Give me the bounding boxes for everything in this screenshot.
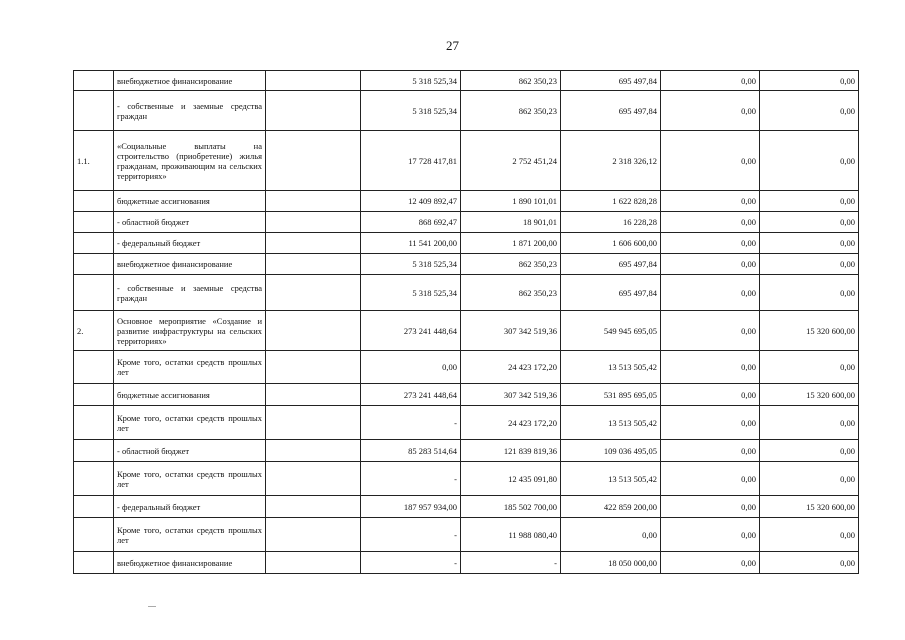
row-executor (266, 131, 361, 191)
table-row (74, 351, 859, 384)
value-col-1: - (361, 518, 461, 552)
row-number (74, 552, 114, 574)
row-name: «Социальные выплаты на строительство (приобретение) жилья гражданам, проживающим на сельских территориях» (114, 131, 266, 191)
row-number (74, 71, 114, 91)
row-executor (266, 275, 361, 311)
row-name: Кроме того, остатки средств прошлых лет (114, 462, 266, 496)
value-col-3: 695 497,84 (561, 71, 661, 91)
row-number: 1.1. (74, 131, 114, 191)
value-col-3: 549 945 695,05 (561, 311, 661, 351)
row-executor (266, 254, 361, 275)
table-row (74, 254, 859, 275)
value-col-2: 18 901,01 (461, 212, 561, 233)
value-col-3: 13 513 505,42 (561, 351, 661, 384)
value-col-2: 2 752 451,24 (461, 131, 561, 191)
value-col-3: 1 606 600,00 (561, 233, 661, 254)
value-col-4: 0,00 (661, 71, 760, 91)
row-executor (266, 351, 361, 384)
value-col-4: 0,00 (661, 384, 760, 406)
value-col-1: 273 241 448,64 (361, 311, 461, 351)
row-name: Кроме того, остатки средств прошлых лет (114, 351, 266, 384)
value-col-4: 0,00 (661, 552, 760, 574)
row-number (74, 462, 114, 496)
value-col-4: 0,00 (661, 131, 760, 191)
row-number (74, 440, 114, 462)
value-col-3: 109 036 495,05 (561, 440, 661, 462)
value-col-3: 16 228,28 (561, 212, 661, 233)
value-col-5: 0,00 (760, 71, 859, 91)
page-number: 27 (446, 38, 459, 53)
row-number (74, 275, 114, 311)
table-row (74, 440, 859, 462)
value-col-5: 0,00 (760, 462, 859, 496)
value-col-3: 1 622 828,28 (561, 191, 661, 212)
table-row (74, 91, 859, 131)
value-col-4: 0,00 (661, 518, 760, 552)
row-name: Кроме того, остатки средств прошлых лет (114, 518, 266, 552)
value-col-5: 0,00 (760, 233, 859, 254)
value-col-1: 85 283 514,64 (361, 440, 461, 462)
row-executor (266, 406, 361, 440)
value-col-5: 0,00 (760, 91, 859, 131)
value-col-5: 0,00 (760, 191, 859, 212)
table-row (74, 191, 859, 212)
row-name: бюджетные ассигнования (114, 384, 266, 406)
value-col-2: 862 350,23 (461, 71, 561, 91)
value-col-1: 5 318 525,34 (361, 275, 461, 311)
row-executor (266, 233, 361, 254)
row-name: - федеральный бюджет (114, 496, 266, 518)
value-col-5: 0,00 (760, 351, 859, 384)
table-body (74, 71, 859, 574)
value-col-1: 187 957 934,00 (361, 496, 461, 518)
value-col-4: 0,00 (661, 496, 760, 518)
table-row (74, 462, 859, 496)
table-row (74, 212, 859, 233)
row-number (74, 518, 114, 552)
value-col-3: 422 859 200,00 (561, 496, 661, 518)
value-col-2: 24 423 172,20 (461, 351, 561, 384)
table-row (74, 406, 859, 440)
row-executor (266, 91, 361, 131)
value-col-1: - (361, 406, 461, 440)
value-col-3: 531 895 695,05 (561, 384, 661, 406)
value-col-3: 13 513 505,42 (561, 406, 661, 440)
row-name: - областной бюджет (114, 212, 266, 233)
value-col-5: 15 320 600,00 (760, 384, 859, 406)
row-name: - областной бюджет (114, 440, 266, 462)
value-col-1: 12 409 892,47 (361, 191, 461, 212)
table-row (74, 71, 859, 91)
row-executor (266, 71, 361, 91)
value-col-2: 862 350,23 (461, 254, 561, 275)
value-col-2: 185 502 700,00 (461, 496, 561, 518)
table-row (74, 275, 859, 311)
value-col-4: 0,00 (661, 440, 760, 462)
value-col-5: 0,00 (760, 406, 859, 440)
value-col-5: 15 320 600,00 (760, 311, 859, 351)
row-executor (266, 191, 361, 212)
row-executor (266, 311, 361, 351)
budget-table (73, 70, 859, 574)
value-col-3: 695 497,84 (561, 275, 661, 311)
row-executor (266, 518, 361, 552)
scan-mark (148, 606, 156, 607)
value-col-4: 0,00 (661, 311, 760, 351)
table-row (74, 311, 859, 351)
value-col-2: 24 423 172,20 (461, 406, 561, 440)
row-executor (266, 496, 361, 518)
value-col-5: 0,00 (760, 131, 859, 191)
value-col-2: 307 342 519,36 (461, 384, 561, 406)
value-col-1: - (361, 552, 461, 574)
value-col-4: 0,00 (661, 91, 760, 131)
row-number (74, 233, 114, 254)
row-executor (266, 552, 361, 574)
row-name: бюджетные ассигнования (114, 191, 266, 212)
row-number (74, 212, 114, 233)
row-name: внебюджетное финансирование (114, 552, 266, 574)
row-number (74, 191, 114, 212)
row-number (74, 351, 114, 384)
row-number (74, 496, 114, 518)
value-col-2: 12 435 091,80 (461, 462, 561, 496)
value-col-4: 0,00 (661, 406, 760, 440)
row-executor (266, 212, 361, 233)
value-col-2: 1 871 200,00 (461, 233, 561, 254)
value-col-5: 0,00 (760, 518, 859, 552)
value-col-1: 11 541 200,00 (361, 233, 461, 254)
row-number (74, 406, 114, 440)
value-col-5: 15 320 600,00 (760, 496, 859, 518)
value-col-4: 0,00 (661, 233, 760, 254)
value-col-3: 0,00 (561, 518, 661, 552)
value-col-1: 17 728 417,81 (361, 131, 461, 191)
value-col-4: 0,00 (661, 212, 760, 233)
row-number: 2. (74, 311, 114, 351)
value-col-1: 5 318 525,34 (361, 91, 461, 131)
value-col-4: 0,00 (661, 191, 760, 212)
row-executor (266, 440, 361, 462)
value-col-4: 0,00 (661, 351, 760, 384)
value-col-3: 695 497,84 (561, 91, 661, 131)
row-executor (266, 462, 361, 496)
value-col-4: 0,00 (661, 275, 760, 311)
value-col-3: 2 318 326,12 (561, 131, 661, 191)
value-col-2: 11 988 080,40 (461, 518, 561, 552)
row-name: внебюджетное финансирование (114, 71, 266, 91)
value-col-1: 273 241 448,64 (361, 384, 461, 406)
table-row (74, 552, 859, 574)
value-col-4: 0,00 (661, 462, 760, 496)
value-col-3: 18 050 000,00 (561, 552, 661, 574)
table-row (74, 131, 859, 191)
value-col-5: 0,00 (760, 275, 859, 311)
value-col-2: 121 839 819,36 (461, 440, 561, 462)
value-col-1: 5 318 525,34 (361, 71, 461, 91)
value-col-1: - (361, 462, 461, 496)
row-number (74, 384, 114, 406)
value-col-5: 0,00 (760, 552, 859, 574)
value-col-3: 13 513 505,42 (561, 462, 661, 496)
value-col-4: 0,00 (661, 254, 760, 275)
value-col-5: 0,00 (760, 254, 859, 275)
row-name: - собственные и заемные средства граждан (114, 275, 266, 311)
table-row (74, 233, 859, 254)
row-number (74, 254, 114, 275)
table-row (74, 496, 859, 518)
value-col-2: 1 890 101,01 (461, 191, 561, 212)
value-col-1: 868 692,47 (361, 212, 461, 233)
value-col-2: 862 350,23 (461, 275, 561, 311)
value-col-2: 862 350,23 (461, 91, 561, 131)
value-col-5: 0,00 (760, 212, 859, 233)
row-name: - собственные и заемные средства граждан (114, 91, 266, 131)
row-executor (266, 384, 361, 406)
row-name: Основное мероприятие «Создание и развитие инфраструктуры на сельских территориях» (114, 311, 266, 351)
value-col-3: 695 497,84 (561, 254, 661, 275)
value-col-2: - (461, 552, 561, 574)
value-col-2: 307 342 519,36 (461, 311, 561, 351)
value-col-1: 5 318 525,34 (361, 254, 461, 275)
row-name: внебюджетное финансирование (114, 254, 266, 275)
value-col-5: 0,00 (760, 440, 859, 462)
row-number (74, 91, 114, 131)
table-row (74, 518, 859, 552)
row-name: - федеральный бюджет (114, 233, 266, 254)
value-col-1: 0,00 (361, 351, 461, 384)
row-name: Кроме того, остатки средств прошлых лет (114, 406, 266, 440)
table-row (74, 384, 859, 406)
